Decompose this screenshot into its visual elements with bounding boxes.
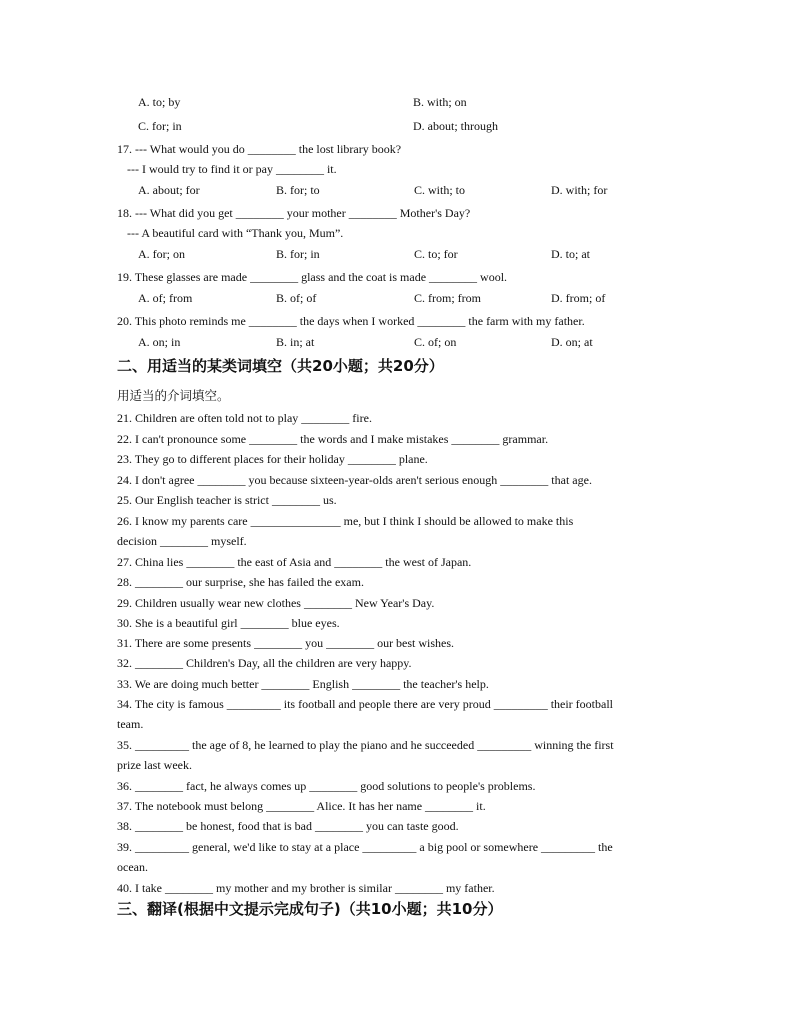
q19-option-a: A. of; from xyxy=(138,291,193,305)
q17-option-d: D. with; for xyxy=(551,183,608,197)
q35-line1: 35. _________ the age of 8, he learned to play the piano and he succeeded _________ winning the first xyxy=(117,738,614,752)
q32: 32. ________ Children's Day, all the children are very happy. xyxy=(117,656,412,670)
q18-option-b: B. for; in xyxy=(276,247,320,261)
q17-option-a: A. about; for xyxy=(138,183,200,197)
q23: 23. They go to different places for their holiday ________ plane. xyxy=(117,452,428,466)
q26-line2: decision ________ myself. xyxy=(117,534,247,548)
q18-options xyxy=(138,246,678,262)
q26-line1: 26. I know my parents care _______________ me, but I think I should be allowed to make this xyxy=(117,514,574,528)
q20-options xyxy=(138,334,678,350)
q39-line2: ocean. xyxy=(117,860,148,874)
q36: 36. ________ fact, he always comes up ________ good solutions to people's problems. xyxy=(117,779,536,793)
q33: 33. We are doing much better ________ English ________ the teacher's help. xyxy=(117,677,489,691)
q18-line2: --- A beautiful card with “Thank you, Mum”. xyxy=(127,226,344,240)
q20-option-a: A. on; in xyxy=(138,335,181,349)
q16-options-row2 xyxy=(138,118,678,134)
q30: 30. She is a beautiful girl ________ blue eyes. xyxy=(117,616,340,630)
q38: 38. ________ be honest, food that is bad ________ you can taste good. xyxy=(117,819,459,833)
q31: 31. There are some presents ________ you ________ our best wishes. xyxy=(117,636,455,650)
q17-option-b: B. for; to xyxy=(276,183,320,197)
q16-option-b: B. with; on xyxy=(413,95,467,109)
q18-option-d: D. to; at xyxy=(551,247,590,261)
q29: 29. Children usually wear new clothes ________ New Year's Day. xyxy=(117,596,435,610)
q34-line2: team. xyxy=(117,717,144,731)
q25: 25. Our English teacher is strict ________ us. xyxy=(117,493,337,507)
q40: 40. I take ________ my mother and my brother is similar ________ my father. xyxy=(117,881,495,895)
q19-line1: 19. These glasses are made ________ glass and the coat is made ________ wool. xyxy=(117,270,508,284)
q17-line1: 17. --- What would you do ________ the lost library book? xyxy=(117,142,402,156)
q19-option-d: D. from; of xyxy=(551,291,606,305)
q18-line1: 18. --- What did you get ________ your mother ________ Mother's Day? xyxy=(117,206,471,220)
q20-option-d: D. on; at xyxy=(551,335,593,349)
q39-line1: 39. _________ general, we'd like to stay at a place _________ a big pool or somewhere _________ the xyxy=(117,840,613,854)
q24: 24. I don't agree ________ you because sixteen-year-olds aren't serious enough ________ that age. xyxy=(117,473,592,487)
q16-option-d: D. about; through xyxy=(413,119,498,133)
q28: 28. ________ our surprise, she has failed the exam. xyxy=(117,575,364,589)
section2-heading: 二、用适当的某类词填空（共20小题；共20分） xyxy=(117,357,444,375)
q34-line1: 34. The city is famous _________ its football and people there are very proud _________ their football xyxy=(117,697,614,711)
q16-option-c: C. for; in xyxy=(138,119,182,133)
q22: 22. I can't pronounce some ________ the words and I make mistakes ________ grammar. xyxy=(117,432,549,446)
q18-option-a: A. for; on xyxy=(138,247,185,261)
q21: 21. Children are often told not to play ________ fire. xyxy=(117,411,372,425)
q19-option-b: B. of; of xyxy=(276,291,317,305)
q27: 27. China lies ________ the east of Asia and ________ the west of Japan. xyxy=(117,555,472,569)
q20-option-c: C. of; on xyxy=(414,335,457,349)
q20-option-b: B. in; at xyxy=(276,335,315,349)
q16-options-row1 xyxy=(138,94,678,110)
q19-option-c: C. from; from xyxy=(414,291,481,305)
q35-line2: prize last week. xyxy=(117,758,192,772)
section2-instruction: 用适当的介词填空。 xyxy=(117,388,230,403)
q20-line1: 20. This photo reminds me ________ the days when I worked ________ the farm with my father. xyxy=(117,314,585,328)
q19-options xyxy=(138,290,678,306)
q18-option-c: C. to; for xyxy=(414,247,458,261)
q37: 37. The notebook must belong ________ Alice. It has her name ________ it. xyxy=(117,799,486,813)
q16-option-a: A. to; by xyxy=(138,95,181,109)
q17-line2: --- I would try to find it or pay ________ it. xyxy=(127,162,337,176)
q17-option-c: C. with; to xyxy=(414,183,466,197)
q17-options xyxy=(138,182,678,198)
section3-heading: 三、翻译(根据中文提示完成句子)（共10小题；共10分） xyxy=(117,900,503,918)
